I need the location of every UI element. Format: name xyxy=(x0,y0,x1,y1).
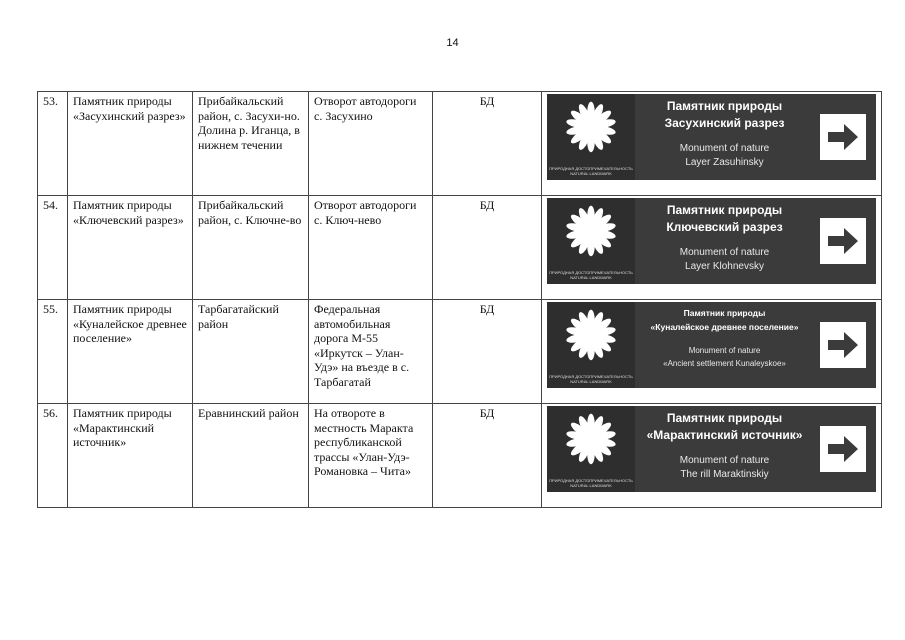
sign-title-1: Памятник природы xyxy=(666,203,783,217)
sign-emblem xyxy=(547,406,635,492)
sign-placement: Отворот автодороги с. Ключ-нево xyxy=(309,196,433,300)
sign-placement: На отвороте в местность Маракта республиканской трассы «Улан-Удэ-Романовка – Чита» xyxy=(309,404,433,508)
object-name: Памятник природы «Марактинский источник» xyxy=(68,404,193,508)
object-location: Прибайкальский район, с. Ключне-во xyxy=(193,196,309,300)
arrow-right-icon xyxy=(820,114,866,160)
row-number: 56. xyxy=(38,404,68,508)
emblem-caption: ПРИРОДНАЯ ДОСТОПРИМЕЧАТЕЛЬНОСТЬ NATURAL LANDMARK xyxy=(549,166,633,176)
road-code: БД xyxy=(433,196,542,300)
table-row xyxy=(38,92,882,196)
sign-title-2: «Куналейское древнее поселение» xyxy=(650,322,799,332)
object-location: Еравнинский район xyxy=(193,404,309,508)
sign-title-2: Засухинский разрез xyxy=(664,116,785,130)
object-name: Памятник природы «Засухинский разрез» xyxy=(68,92,193,196)
sign-placement: Отворот автодороги с. Засухино xyxy=(309,92,433,196)
sign-title-1: Памятник природы xyxy=(666,99,783,113)
emblem-caption: ПРИРОДНАЯ ДОСТОПРИМЕЧАТЕЛЬНОСТЬ NATURAL LANDMARK xyxy=(549,374,633,384)
landmark-table xyxy=(37,91,882,508)
daisy-flower-icon xyxy=(564,100,618,154)
row-number: 53. xyxy=(38,92,68,196)
sign-title-1: Памятник природы xyxy=(666,411,783,425)
sign-text-block xyxy=(635,302,814,388)
daisy-flower-icon xyxy=(564,412,618,466)
daisy-flower-icon xyxy=(564,204,618,258)
page-number: 14 xyxy=(446,37,459,49)
sign-emblem xyxy=(547,302,635,388)
sign-emblem xyxy=(547,94,635,180)
row-number: 55. xyxy=(38,300,68,404)
arrow-right-icon xyxy=(820,426,866,472)
road-code: БД xyxy=(433,300,542,404)
sign-emblem xyxy=(547,198,635,284)
table-row xyxy=(38,404,882,508)
table-row xyxy=(38,196,882,300)
object-location: Прибайкальский район, с. Засухи-но. Долина р. Иганца, в нижнем течении xyxy=(193,92,309,196)
sign-english-1: Monument of nature xyxy=(679,143,770,154)
object-name: Памятник природы «Ключевский разрез» xyxy=(68,196,193,300)
sign-text-block xyxy=(635,406,814,492)
sign-english-2: Layer Zasuhinsky xyxy=(685,157,764,168)
sign-title-2: Ключевский разрез xyxy=(666,220,783,234)
emblem-caption: ПРИРОДНАЯ ДОСТОПРИМЕЧАТЕЛЬНОСТЬ NATURAL LANDMARK xyxy=(549,270,633,280)
row-number: 54. xyxy=(38,196,68,300)
sign-english-1: Monument of nature xyxy=(679,455,770,466)
road-sign xyxy=(547,198,876,284)
arrow-right-icon xyxy=(820,218,866,264)
sign-cell xyxy=(542,92,882,196)
road-code: БД xyxy=(433,404,542,508)
road-sign xyxy=(547,406,876,492)
road-sign xyxy=(547,302,876,388)
sign-title-2: «Марактинский источник» xyxy=(646,428,803,442)
sign-english-1: Monument of nature xyxy=(688,346,761,355)
sign-text-block xyxy=(635,94,814,180)
object-name: Памятник природы «Куналейское древнее поселение» xyxy=(68,300,193,404)
sign-text-block xyxy=(635,198,814,284)
sign-english-2: The rill Maraktinskiy xyxy=(680,469,769,480)
road-sign xyxy=(547,94,876,180)
sign-cell xyxy=(542,404,882,508)
object-location: Тарбагатайский район xyxy=(193,300,309,404)
sign-english-1: Monument of nature xyxy=(679,247,770,258)
arrow-right-icon xyxy=(820,322,866,368)
sign-placement: Федеральная автомобильная дорога М-55 «Иркутск – Улан-Удэ» на въезде в с. Тарбагатай xyxy=(309,300,433,404)
daisy-flower-icon xyxy=(564,308,618,362)
sign-cell xyxy=(542,196,882,300)
sign-english-2: «Ancient settlement Kunaleyskoe» xyxy=(663,359,786,368)
sign-cell xyxy=(542,300,882,404)
road-code: БД xyxy=(433,92,542,196)
emblem-caption: ПРИРОДНАЯ ДОСТОПРИМЕЧАТЕЛЬНОСТЬ NATURAL LANDMARK xyxy=(549,478,633,488)
table-row xyxy=(38,300,882,404)
sign-english-2: Layer Klohnevsky xyxy=(685,261,764,272)
sign-title-1: Памятник природы xyxy=(683,308,766,318)
